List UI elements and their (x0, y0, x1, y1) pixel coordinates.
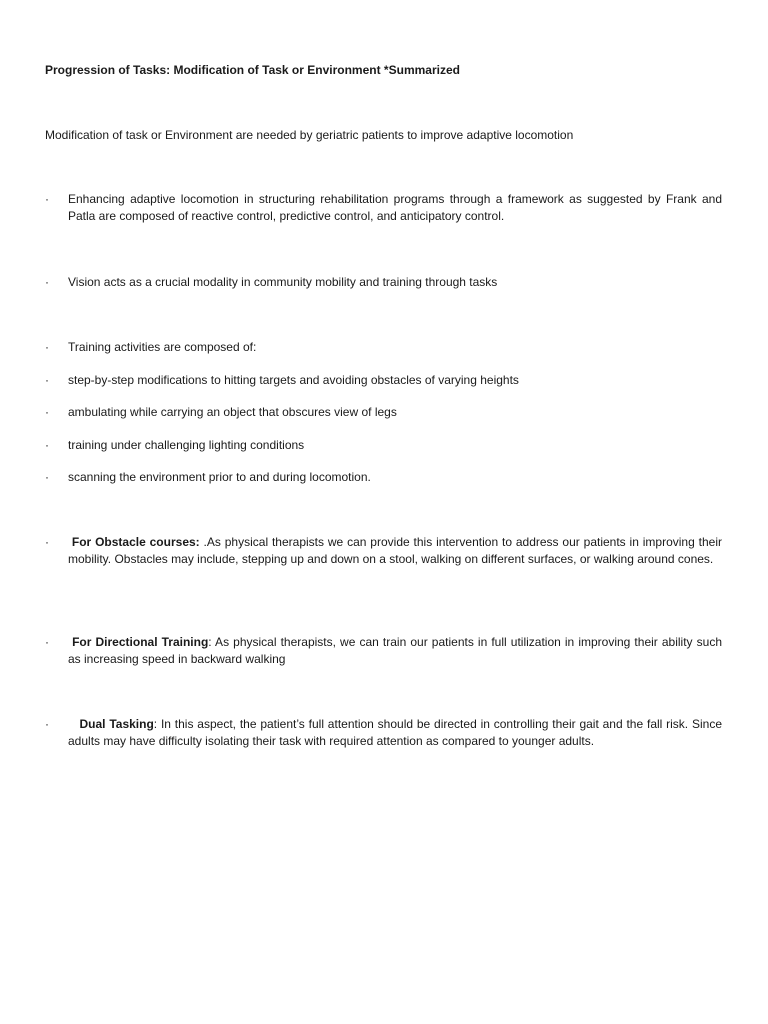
bullet-item-training-activities (45, 339, 722, 356)
bullet-marker: · (45, 340, 49, 354)
bullet-marker: · (45, 535, 49, 549)
bullet-text (68, 634, 722, 668)
bullet-item-framework (45, 191, 722, 225)
bullet-item-ambulating (45, 404, 722, 421)
bullet-marker: · (45, 275, 49, 289)
bullet-item-step-by-step (45, 372, 722, 389)
bullet-item-scanning (45, 469, 722, 486)
bullet-marker: · (45, 470, 49, 484)
bullet-marker: · (45, 405, 49, 419)
bullet-text: step-by-step modifications to hitting targets and avoiding obstacles of varying heights (68, 373, 519, 387)
bullet-text (68, 716, 722, 750)
bullet-body: .As physical therapists we can provide this intervention to address our patients in improving their mobility. Obstacles may include, stepping up and down on a stool, walking on different surfaces, or walking around cones. (68, 535, 722, 566)
bullet-marker: · (45, 192, 49, 206)
bullet-text: Enhancing adaptive locomotion in structuring rehabilitation programs through a framework as suggested by Frank and Patla are composed of reactive control, predictive control, and anticipatory control. (68, 192, 722, 223)
bullet-lead: For Directional Training (72, 635, 209, 649)
bullet-text: Training activities are composed of: (68, 340, 257, 354)
document-title: Progression of Tasks: Modification of Task or Environment *Summarized (45, 63, 460, 77)
bullet-item-obstacle-courses (45, 534, 722, 568)
bullet-marker: · (45, 635, 49, 649)
bullet-item-directional-training (45, 634, 722, 668)
bullet-body: : In this aspect, the patient’s full attention should be directed in controlling their gait and the fall risk. Since adults may have difficulty isolating their task with required attention as compared to younger adults. (68, 717, 722, 748)
bullet-marker: · (45, 438, 49, 452)
bullet-item-lighting (45, 437, 722, 454)
bullet-lead: For Obstacle courses: (71, 535, 200, 549)
bullet-text (68, 534, 722, 568)
bullet-item-dual-tasking (45, 716, 722, 750)
bullet-item-vision (45, 274, 722, 291)
bullet-lead: Dual Tasking (79, 717, 154, 731)
bullet-text: Vision acts as a crucial modality in community mobility and training through tasks (68, 275, 498, 289)
bullet-body: : As physical therapists, we can train our patients in full utilization in improving their ability such as increasing speed in backward walking (68, 635, 722, 666)
bullet-text: ambulating while carrying an object that obscures view of legs (68, 405, 397, 419)
bullet-text: scanning the environment prior to and during locomotion. (68, 470, 371, 484)
bullet-marker: · (45, 717, 49, 731)
bullet-text: training under challenging lighting conditions (68, 438, 305, 452)
intro-paragraph: Modification of task or Environment are needed by geriatric patients to improve adaptive locomotion (45, 128, 574, 142)
bullet-marker: · (45, 373, 49, 387)
